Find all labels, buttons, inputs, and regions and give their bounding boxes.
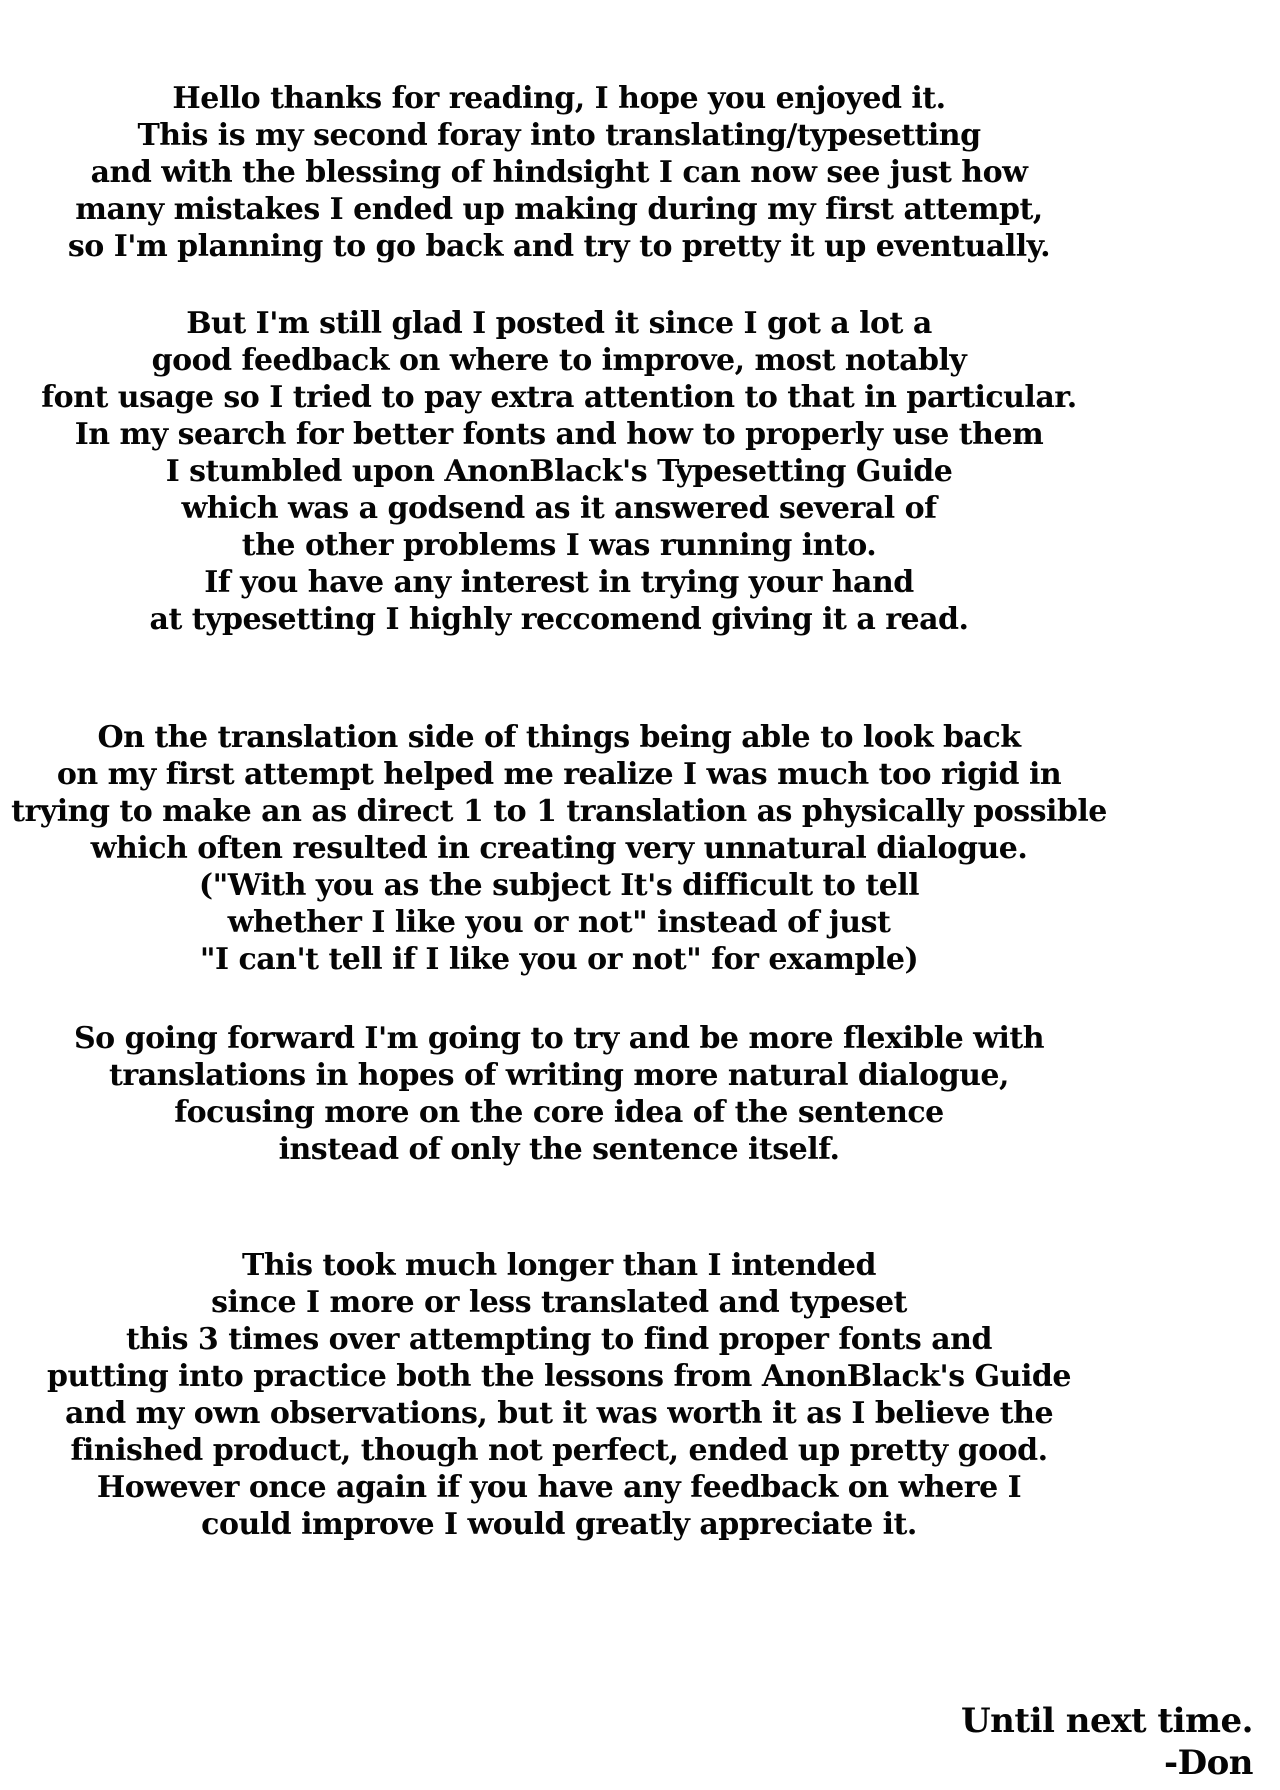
text-line: putting into practice both the lessons from AnonBlack's Guide bbox=[47, 1359, 1071, 1394]
text-line: trying to make an as direct 1 to 1 translation as physically possible bbox=[11, 794, 1107, 829]
signoff bbox=[961, 1700, 1253, 1784]
text-line: I stumbled upon AnonBlack's Typesetting Guide bbox=[165, 454, 953, 489]
text-line: This is my second foray into translating/typesetting bbox=[137, 118, 981, 153]
paragraph bbox=[0, 1247, 1118, 1543]
text-line: and my own observations, but it was worth it as I believe the bbox=[64, 1396, 1054, 1431]
text-line: which was a godsend as it answered several of bbox=[181, 491, 937, 526]
text-line: whether I like you or not" instead of just bbox=[227, 905, 891, 940]
paragraph bbox=[0, 80, 1118, 265]
text-line: and with the blessing of hindsight I can now see just how bbox=[90, 155, 1028, 190]
text-line: If you have any interest in trying your hand bbox=[204, 565, 914, 600]
text-line: on my first attempt helped me realize I was much too rigid in bbox=[56, 757, 1062, 792]
text-line: many mistakes I ended up making during my first attempt, bbox=[75, 192, 1043, 227]
text-line: However once again if you have any feedback on where I bbox=[96, 1470, 1022, 1505]
signoff-line-author: -Don bbox=[1164, 1743, 1253, 1783]
text-line: translations in hopes of writing more natural dialogue, bbox=[109, 1058, 1009, 1093]
text-line: This took much longer than I intended bbox=[242, 1248, 876, 1283]
text-line: font usage so I tried to pay extra attention to that in particular. bbox=[41, 380, 1077, 415]
text-line: Hello thanks for reading, I hope you enjoyed it. bbox=[172, 81, 946, 116]
signoff-line-farewell: Until next time. bbox=[961, 1701, 1253, 1741]
text-line: In my search for better fonts and how to properly use them bbox=[74, 417, 1044, 452]
text-line: which often resulted in creating very unnatural dialogue. bbox=[90, 831, 1028, 866]
text-line: instead of only the sentence itself. bbox=[278, 1132, 840, 1167]
text-line: since I more or less translated and typeset bbox=[211, 1285, 907, 1320]
text-line: so I'm planning to go back and try to pretty it up eventually. bbox=[67, 229, 1051, 264]
text-line: the other problems I was running into. bbox=[241, 528, 877, 563]
text-line: could improve I would greatly appreciate it. bbox=[201, 1507, 917, 1542]
paragraph bbox=[0, 719, 1118, 978]
paragraph bbox=[0, 1020, 1118, 1168]
text-line: good feedback on where to improve, most notably bbox=[151, 343, 967, 378]
text-line: But I'm still glad I posted it since I got a lot a bbox=[186, 306, 932, 341]
text-line: finished product, though not perfect, ended up pretty good. bbox=[70, 1433, 1048, 1468]
paragraph bbox=[0, 305, 1118, 638]
text-line: So going forward I'm going to try and be more flexible with bbox=[73, 1021, 1045, 1056]
text-line: ("With you as the subject It's difficult to tell bbox=[198, 868, 920, 903]
text-line: On the translation side of things being able to look back bbox=[97, 720, 1021, 755]
text-line: "I can't tell if I like you or not" for example) bbox=[199, 942, 919, 977]
text-line: this 3 times over attempting to find proper fonts and bbox=[126, 1322, 992, 1357]
text-line: focusing more on the core idea of the sentence bbox=[174, 1095, 944, 1130]
afterword-body bbox=[0, 80, 1118, 1543]
text-line: at typesetting I highly reccomend giving it a read. bbox=[149, 602, 969, 637]
